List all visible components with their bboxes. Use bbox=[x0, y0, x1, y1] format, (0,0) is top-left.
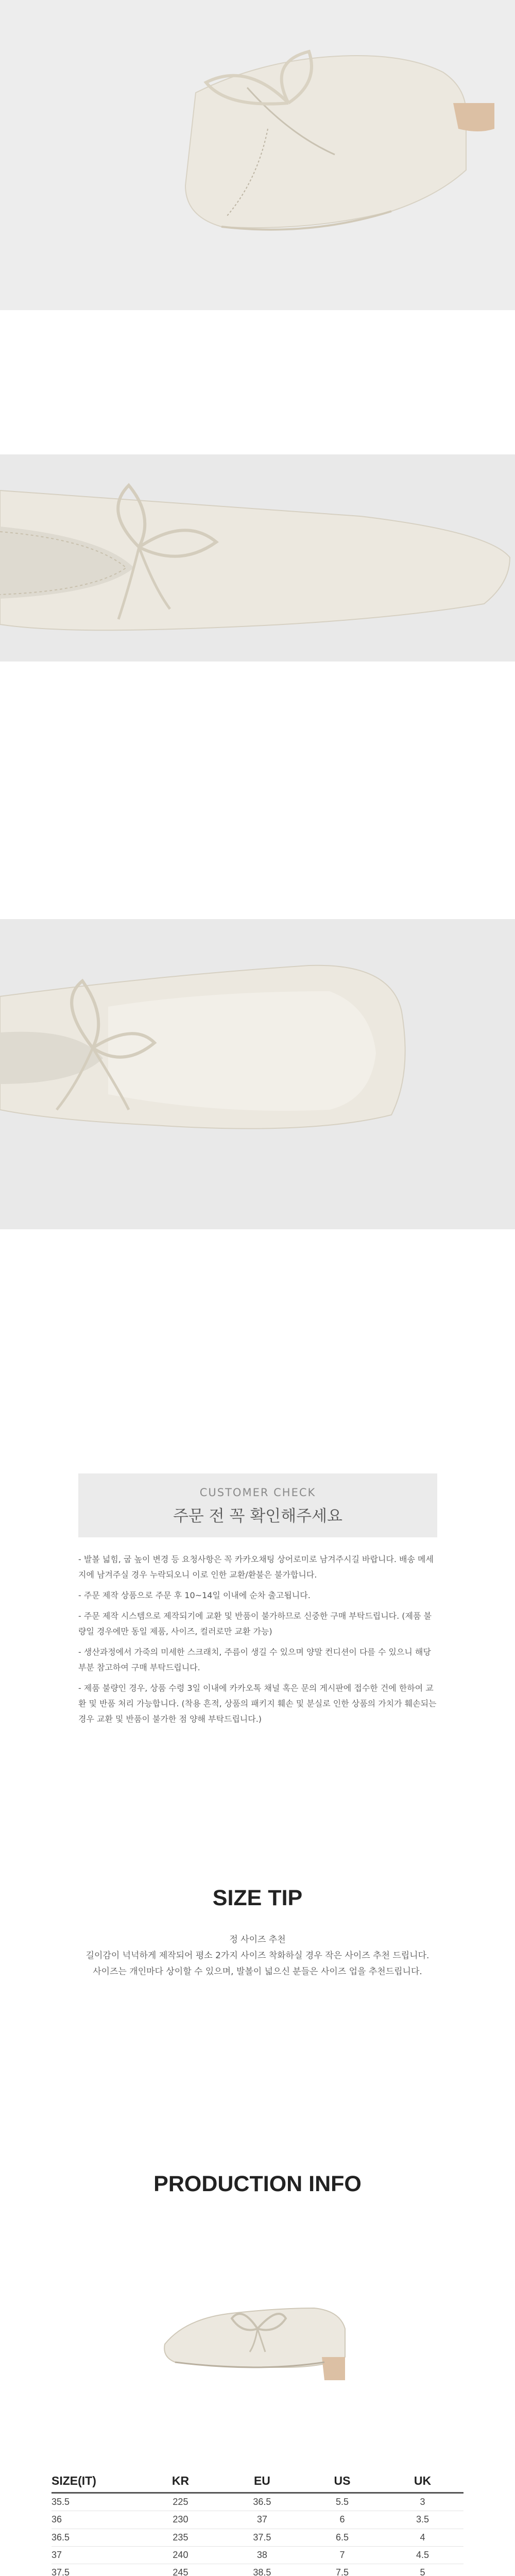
product-photo-1 bbox=[0, 0, 515, 310]
size-chart-cell: 7 bbox=[303, 2546, 382, 2564]
size-chart-cell: 3.5 bbox=[382, 2511, 464, 2529]
size-chart-cell: 4.5 bbox=[382, 2546, 464, 2564]
size-chart-column-header: UK bbox=[382, 2469, 464, 2493]
size-chart-cell: 36 bbox=[52, 2511, 140, 2529]
size-chart-cell: 35.5 bbox=[52, 2493, 140, 2511]
size-chart-row bbox=[52, 2511, 464, 2529]
size-tip-line: 길이감이 넉넉하게 제작되어 평소 2가지 사이즈 착화하실 경우 작은 사이즈 추천 드립니다. bbox=[85, 1951, 430, 1961]
size-tip-title: SIZE TIP bbox=[212, 1886, 303, 1910]
size-chart-cell: 37 bbox=[52, 2546, 140, 2564]
size-chart-row bbox=[52, 2493, 464, 2511]
size-chart-column-header: SIZE(IT) bbox=[52, 2469, 140, 2493]
size-chart-cell: 6.5 bbox=[303, 2529, 382, 2546]
size-chart-cell: 3 bbox=[382, 2493, 464, 2511]
size-chart-cell: 5 bbox=[382, 2564, 464, 2576]
product-side-illustration bbox=[154, 2257, 360, 2401]
size-chart-row bbox=[52, 2529, 464, 2546]
size-chart-column-header: KR bbox=[140, 2469, 221, 2493]
size-chart-cell: 38.5 bbox=[221, 2564, 303, 2576]
size-chart-column-header: EU bbox=[221, 2469, 303, 2493]
customer-check-notes bbox=[78, 1552, 437, 1732]
size-chart-row bbox=[52, 2564, 464, 2576]
size-chart-cell: 36.5 bbox=[52, 2529, 140, 2546]
size-chart-cell: 240 bbox=[140, 2546, 221, 2564]
product-photo-2 bbox=[0, 454, 515, 662]
size-tip-line: 정 사이즈 추천 bbox=[229, 1935, 286, 1945]
size-chart-cell: 6 bbox=[303, 2511, 382, 2529]
size-chart-cell: 37.5 bbox=[221, 2529, 303, 2546]
customer-check-note: - 제품 불량인 경우, 상품 수령 3일 이내에 카카오톡 채널 혹은 문의 게시판에 접수한 건에 한하여 교환 및 반품 처리 가능합니다. (착용 흔적, 상품의 패키지 훼손 및 분실로 인한 상품의 가치가 훼손되는 경우 교환 및 반품이 불가한 점 양해 부탁드립니다.) bbox=[78, 1683, 437, 1724]
production-info-title: PRODUCTION INFO bbox=[153, 2172, 362, 2196]
size-chart-cell: 37 bbox=[221, 2511, 303, 2529]
customer-check-title-en: CUSTOMER CHECK bbox=[199, 1486, 316, 1499]
customer-check-note: - 주문 제작 시스템으로 제작되기에 교환 및 반품이 불가하므로 신중한 구매 부탁드립니다. (제품 불량일 경우에만 동일 제품, 사이즈, 컬러로만 교환 가능) bbox=[78, 1611, 432, 1636]
size-chart-cell: 7.5 bbox=[303, 2564, 382, 2576]
size-chart-cell: 37.5 bbox=[52, 2564, 140, 2576]
size-chart-cell: 230 bbox=[140, 2511, 221, 2529]
customer-check-note: - 발볼 넓힘, 굽 높이 변경 등 요청사항은 꼭 카카오채팅 상어로미로 남겨주시길 바랍니다. 배송 메세지에 남겨주실 경우 누락되오니 이로 인한 교환/환불은 불가합니다. bbox=[78, 1554, 434, 1580]
size-chart-cell: 235 bbox=[140, 2529, 221, 2546]
size-chart-cell: 36.5 bbox=[221, 2493, 303, 2511]
size-chart-cell: 38 bbox=[221, 2546, 303, 2564]
size-chart-row bbox=[52, 2546, 464, 2564]
customer-check-title-ko: 주문 전 꼭 확인해주세요 bbox=[173, 1507, 343, 1526]
size-chart-cell: 5.5 bbox=[303, 2493, 382, 2511]
size-chart-cell: 4 bbox=[382, 2529, 464, 2546]
size-chart-header-row bbox=[52, 2469, 464, 2493]
customer-check-note: - 주문 제작 상품으로 주문 후 10~14일 이내에 순차 출고됩니다. bbox=[78, 1590, 311, 1600]
customer-check-header bbox=[78, 1473, 437, 1537]
size-chart-table bbox=[52, 2469, 464, 2576]
size-chart-column-header: US bbox=[303, 2469, 382, 2493]
size-chart-cell: 245 bbox=[140, 2564, 221, 2576]
size-chart-cell: 225 bbox=[140, 2493, 221, 2511]
size-tip-text bbox=[0, 1932, 515, 1980]
size-chart-body bbox=[52, 2493, 464, 2576]
product-photo-3 bbox=[0, 919, 515, 1229]
customer-check-note: - 생산과정에서 가죽의 미세한 스크래치, 주름이 생길 수 있으며 양말 컨디션이 다를 수 있으니 해당 부분 참고하여 구매 부탁드립니다. bbox=[78, 1647, 431, 1672]
size-tip-line: 사이즈는 개인마다 상이할 수 있으며, 발볼이 넓으신 분들은 사이즈 업을 추천드립니다. bbox=[93, 1967, 422, 1977]
